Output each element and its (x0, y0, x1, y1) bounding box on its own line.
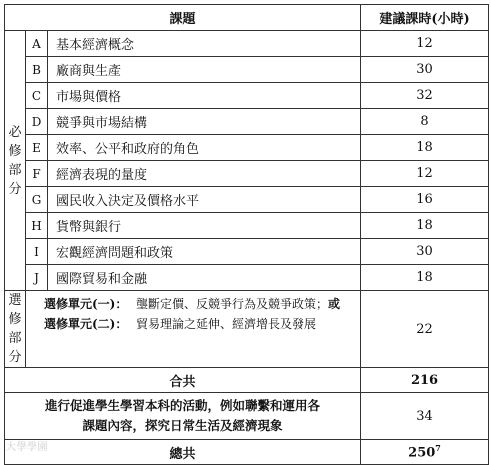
topic-hours: 30 (361, 57, 489, 83)
topic-letter: D (26, 109, 48, 135)
topic-letter: A (26, 31, 48, 57)
grand-total-hours: 250 (408, 445, 436, 461)
topic-letter: H (26, 213, 48, 239)
activities-line-2: 課題內容，探究日常生活及經濟現象 (82, 418, 283, 433)
topic-hours: 12 (361, 161, 489, 187)
topic-title: 國際貿易和金融 (48, 265, 361, 291)
activities-row (5, 393, 489, 440)
topic-letter: J (26, 265, 48, 291)
grand-total-label: 總共 (5, 440, 361, 465)
section-label-char: 部 (8, 331, 22, 346)
topic-row (5, 109, 489, 135)
subtotal-row (5, 368, 489, 393)
topic-hours: 18 (361, 265, 489, 291)
unit-1-label: 選修單元(一)： (44, 297, 128, 311)
topic-hours: 30 (361, 239, 489, 265)
elective-section-label (5, 291, 26, 368)
topic-title: 效率、公平和政府的角色 (48, 135, 361, 161)
topic-title: 貨幣與銀行 (48, 213, 361, 239)
header-hours: 建議課時(小時) (361, 5, 489, 31)
curriculum-table (4, 4, 489, 465)
topic-row (5, 265, 489, 291)
subtotal-label: 合共 (5, 368, 361, 393)
activities-text (5, 393, 361, 440)
topic-letter: G (26, 187, 48, 213)
topic-title: 宏觀經濟問題和政策 (48, 239, 361, 265)
topic-row (5, 213, 489, 239)
topic-title: 競爭與市場結構 (48, 109, 361, 135)
topic-hours: 18 (361, 213, 489, 239)
compulsory-section-label (5, 31, 26, 291)
topic-row (5, 57, 489, 83)
topic-hours: 16 (361, 187, 489, 213)
activities-line-1: 進行促進學生學習本科的活動，例如聯繫和運用各 (45, 398, 321, 413)
topic-title: 經濟表現的量度 (48, 161, 361, 187)
grand-total-hours-cell (361, 440, 489, 465)
topic-row (5, 135, 489, 161)
header-topic: 課題 (5, 5, 361, 31)
topic-title: 市場與價格 (48, 83, 361, 109)
elective-units (26, 291, 361, 368)
topic-hours: 32 (361, 83, 489, 109)
elective-row (5, 291, 489, 368)
topic-letter: B (26, 57, 48, 83)
or-connector: 或 (328, 297, 341, 311)
topic-letter: C (26, 83, 48, 109)
topic-row (5, 239, 489, 265)
topic-row (5, 187, 489, 213)
unit-1-text-wrap (136, 295, 354, 313)
topic-row (5, 31, 489, 57)
section-label-char: 必 (8, 124, 22, 140)
topic-title: 廠商與生產 (48, 57, 361, 83)
section-label-char: 分 (8, 181, 22, 197)
topic-letter: E (26, 135, 48, 161)
section-label-char: 修 (8, 312, 22, 327)
topic-row (5, 161, 489, 187)
grand-total-row (5, 440, 489, 465)
header-row (5, 5, 489, 31)
elective-hours: 22 (361, 291, 489, 368)
watermark-logo: 大學學園 (6, 442, 48, 453)
section-label-char: 修 (8, 143, 22, 159)
unit-1-text: 壟斷定價、反競爭行為及競爭政策； (136, 297, 329, 311)
elective-unit-2 (44, 315, 354, 333)
unit-2-label: 選修單元(二)： (44, 317, 128, 331)
topic-hours: 12 (361, 31, 489, 57)
topic-hours: 18 (361, 135, 489, 161)
section-label-char: 分 (8, 350, 22, 365)
subtotal-hours: 216 (361, 368, 489, 393)
elective-unit-1 (44, 295, 354, 313)
section-label-char: 選 (8, 293, 22, 308)
topic-letter: I (26, 239, 48, 265)
unit-2-text: 貿易理論之延伸、經濟增長及發展 (136, 317, 317, 331)
topic-hours: 8 (361, 109, 489, 135)
topic-title: 國民收入決定及價格水平 (48, 187, 361, 213)
topic-title: 基本經濟概念 (48, 31, 361, 57)
footnote-marker: 7 (435, 443, 441, 454)
topic-row (5, 83, 489, 109)
section-label-char: 部 (8, 162, 22, 178)
activities-hours: 34 (361, 393, 489, 440)
topic-letter: F (26, 161, 48, 187)
